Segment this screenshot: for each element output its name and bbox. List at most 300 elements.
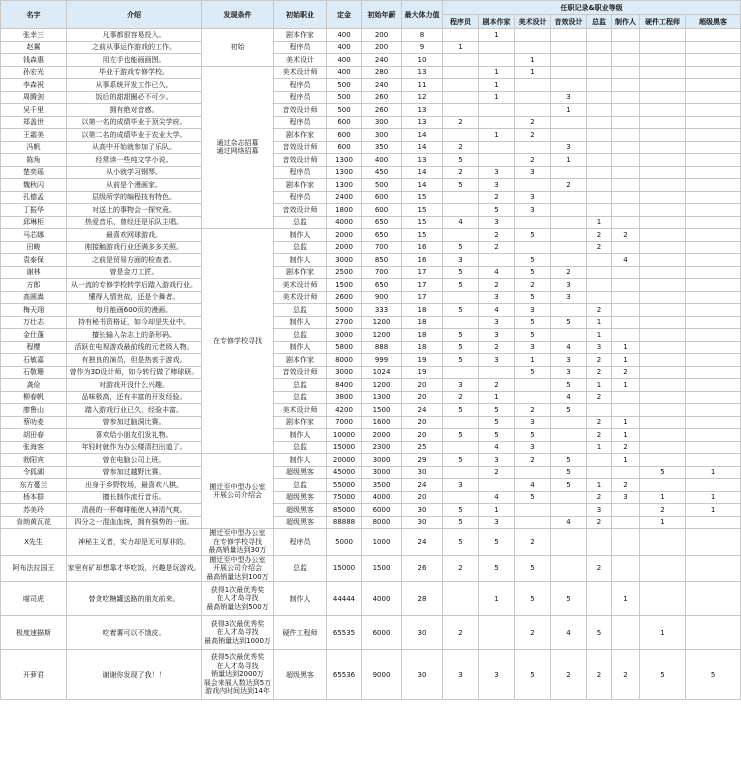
cell-level bbox=[551, 66, 587, 79]
cell-level bbox=[515, 91, 551, 104]
cell-name: 阿布法拉国王 bbox=[1, 555, 67, 582]
table-row bbox=[1, 29, 741, 42]
cell-salary: 1024 bbox=[362, 366, 402, 379]
cell-fee: 3000 bbox=[327, 366, 362, 379]
cell-fee: 2700 bbox=[327, 316, 362, 329]
cell-level: 1 bbox=[479, 29, 515, 42]
cell-level bbox=[612, 466, 640, 479]
cell-level: 3 bbox=[551, 366, 587, 379]
header-max-stamina: 最大体力值 bbox=[402, 1, 443, 29]
cell-level bbox=[587, 79, 612, 92]
cell-level: 1 bbox=[479, 91, 515, 104]
cell-level: 2 bbox=[443, 141, 479, 154]
table-row bbox=[1, 616, 741, 650]
cell-level bbox=[612, 329, 640, 342]
cell-level bbox=[640, 141, 686, 154]
cell-salary: 2000 bbox=[362, 429, 402, 442]
cell-level bbox=[587, 582, 612, 616]
header-initial-salary: 初始年薪 bbox=[362, 1, 402, 29]
cell-level: 1 bbox=[443, 41, 479, 54]
cell-level: 5 bbox=[443, 516, 479, 529]
cell-level: 3 bbox=[479, 650, 515, 700]
cell-level bbox=[443, 91, 479, 104]
cell-level: 1 bbox=[587, 479, 612, 492]
cell-level bbox=[515, 216, 551, 229]
cell-stamina: 11 bbox=[402, 79, 443, 92]
cell-level bbox=[686, 441, 741, 454]
cell-fee: 400 bbox=[327, 66, 362, 79]
cell-level bbox=[443, 366, 479, 379]
cell-level bbox=[686, 279, 741, 292]
cell-level bbox=[443, 104, 479, 117]
cell-level bbox=[612, 66, 640, 79]
cell-fee: 2600 bbox=[327, 291, 362, 304]
cell-level bbox=[479, 41, 515, 54]
cell-salary: 240 bbox=[362, 79, 402, 92]
cell-level: 5 bbox=[551, 479, 587, 492]
cell-level bbox=[479, 154, 515, 167]
cell-initial-job: 制作人 bbox=[274, 429, 327, 442]
cell-level bbox=[587, 29, 612, 42]
cell-level bbox=[686, 116, 741, 129]
cell-level bbox=[640, 79, 686, 92]
cell-level bbox=[587, 166, 612, 179]
table-row bbox=[1, 54, 741, 67]
cell-stamina: 18 bbox=[402, 341, 443, 354]
cell-intro: 之前从事运作游戏的工作。 bbox=[67, 41, 202, 54]
cell-level bbox=[686, 555, 741, 582]
cell-name: 梅天翊 bbox=[1, 304, 67, 317]
cell-level bbox=[640, 154, 686, 167]
cell-initial-job: 程序员 bbox=[274, 91, 327, 104]
cell-salary: 2300 bbox=[362, 441, 402, 454]
cell-name: 极度速描斯 bbox=[1, 616, 67, 650]
cell-level bbox=[686, 616, 741, 650]
cell-name: 柳春帆 bbox=[1, 391, 67, 404]
cell-level bbox=[640, 366, 686, 379]
cell-initial-job: 超级黑客 bbox=[274, 491, 327, 504]
cell-level: 2 bbox=[587, 229, 612, 242]
cell-level: 5 bbox=[515, 291, 551, 304]
cell-level: 2 bbox=[587, 241, 612, 254]
cell-name: 王霜美 bbox=[1, 129, 67, 142]
cell-salary: 888 bbox=[362, 341, 402, 354]
header-initial-job: 初始职业 bbox=[274, 1, 327, 29]
cell-level bbox=[686, 54, 741, 67]
cell-level: 2 bbox=[479, 229, 515, 242]
header-level-5: 制作人 bbox=[612, 15, 640, 29]
cell-intro: 从前是个漫画家。 bbox=[67, 179, 202, 192]
cell-stamina: 13 bbox=[402, 154, 443, 167]
cell-fee: 2000 bbox=[327, 229, 362, 242]
cell-name: 石敬珊 bbox=[1, 366, 67, 379]
cell-level bbox=[686, 191, 741, 204]
cell-level: 1 bbox=[479, 582, 515, 616]
cell-level: 5 bbox=[551, 454, 587, 467]
cell-level bbox=[612, 616, 640, 650]
table-row bbox=[1, 79, 741, 92]
cell-level bbox=[587, 179, 612, 192]
cell-level bbox=[640, 29, 686, 42]
cell-level bbox=[686, 166, 741, 179]
cell-level bbox=[612, 504, 640, 517]
header-name: 名字 bbox=[1, 1, 67, 29]
cell-level: 3 bbox=[443, 379, 479, 392]
cell-level bbox=[612, 279, 640, 292]
cell-fee: 85000 bbox=[327, 504, 362, 517]
table-row bbox=[1, 341, 741, 354]
cell-level bbox=[640, 279, 686, 292]
cell-name: 郑盖世 bbox=[1, 116, 67, 129]
cell-initial-job: 美术设计师 bbox=[274, 279, 327, 292]
cell-name: 令狐湖 bbox=[1, 466, 67, 479]
table-row bbox=[1, 454, 741, 467]
table-row bbox=[1, 216, 741, 229]
cell-intro: 吃着薯可以不饿皮。 bbox=[67, 616, 202, 650]
cell-intro: 每月能画600页的漫画。 bbox=[67, 304, 202, 317]
cell-level bbox=[640, 216, 686, 229]
cell-level bbox=[515, 41, 551, 54]
cell-initial-job: 制作人 bbox=[274, 229, 327, 242]
cell-name: 冯帆 bbox=[1, 141, 67, 154]
cell-fee: 65535 bbox=[327, 616, 362, 650]
cell-name: 楚奕瑶 bbox=[1, 166, 67, 179]
cell-name: 金仕蓬 bbox=[1, 329, 67, 342]
cell-initial-job: 超级黑客 bbox=[274, 516, 327, 529]
cell-stamina: 26 bbox=[402, 555, 443, 582]
cell-intro: 谢谢你发现了我！！ bbox=[67, 650, 202, 700]
cell-intro: 擅长制作流行音乐。 bbox=[67, 491, 202, 504]
cell-level: 2 bbox=[551, 650, 587, 700]
cell-intro: 对游戏开没什么兴趣。 bbox=[67, 379, 202, 392]
cell-fee: 7000 bbox=[327, 416, 362, 429]
cell-initial-job: 制作人 bbox=[274, 341, 327, 354]
cell-initial-job: 制作人 bbox=[274, 316, 327, 329]
cell-name: 李森祝 bbox=[1, 79, 67, 92]
cell-level bbox=[443, 466, 479, 479]
cell-intro: 神秘主义者，实力却是无可厚非的。 bbox=[67, 529, 202, 556]
cell-fee: 600 bbox=[327, 116, 362, 129]
cell-level bbox=[686, 179, 741, 192]
cell-level: 5 bbox=[515, 582, 551, 616]
cell-salary: 700 bbox=[362, 241, 402, 254]
cell-level bbox=[612, 216, 640, 229]
cell-level: 3 bbox=[515, 204, 551, 217]
cell-level bbox=[640, 291, 686, 304]
cell-level bbox=[587, 154, 612, 167]
cell-level: 1 bbox=[479, 504, 515, 517]
cell-level: 1 bbox=[587, 441, 612, 454]
cell-name: 廖鲁山 bbox=[1, 404, 67, 417]
cell-stamina: 29 bbox=[402, 454, 443, 467]
cell-salary: 240 bbox=[362, 54, 402, 67]
cell-level: 5 bbox=[479, 404, 515, 417]
cell-initial-job: 剧本作家 bbox=[274, 179, 327, 192]
header-fee: 定金 bbox=[327, 1, 362, 29]
cell-stamina: 17 bbox=[402, 279, 443, 292]
cell-level bbox=[587, 204, 612, 217]
cell-level bbox=[686, 354, 741, 367]
cell-level: 3 bbox=[551, 354, 587, 367]
cell-fee: 1800 bbox=[327, 204, 362, 217]
cell-stamina: 8 bbox=[402, 29, 443, 42]
cell-level: 5 bbox=[515, 316, 551, 329]
table-row bbox=[1, 66, 741, 79]
cell-salary: 600 bbox=[362, 204, 402, 217]
cell-name: 赵翼 bbox=[1, 41, 67, 54]
cell-level bbox=[686, 29, 741, 42]
cell-level: 1 bbox=[515, 66, 551, 79]
cell-intro: 懂得人情世故，还是个舞者。 bbox=[67, 291, 202, 304]
cell-initial-job: 总监 bbox=[274, 479, 327, 492]
table-row bbox=[1, 141, 741, 154]
cell-level bbox=[686, 254, 741, 267]
cell-level bbox=[640, 266, 686, 279]
cell-initial-job: 硬件工程师 bbox=[274, 616, 327, 650]
cell-level bbox=[515, 516, 551, 529]
cell-name: 勃阳宾 bbox=[1, 454, 67, 467]
cell-level bbox=[686, 429, 741, 442]
cell-level bbox=[551, 216, 587, 229]
cell-level: 3 bbox=[479, 291, 515, 304]
cell-level bbox=[443, 79, 479, 92]
cell-level: 3 bbox=[479, 166, 515, 179]
cell-level: 1 bbox=[551, 104, 587, 117]
cell-initial-job: 总监 bbox=[274, 329, 327, 342]
cell-level bbox=[587, 104, 612, 117]
table-row bbox=[1, 479, 741, 492]
cell-intro: 曾作为3D设计师，如今转行做了棒球研。 bbox=[67, 366, 202, 379]
table-row bbox=[1, 266, 741, 279]
cell-intro: 出身于乡野牧场，最喜欢八棋。 bbox=[67, 479, 202, 492]
cell-stamina: 30 bbox=[402, 516, 443, 529]
cell-level: 5 bbox=[479, 416, 515, 429]
cell-initial-job: 超级黑客 bbox=[274, 650, 327, 700]
cell-level: 3 bbox=[479, 316, 515, 329]
cell-level: 2 bbox=[587, 650, 612, 700]
cell-stamina: 24 bbox=[402, 479, 443, 492]
cell-level: 5 bbox=[551, 404, 587, 417]
cell-level bbox=[612, 141, 640, 154]
cell-fee: 10000 bbox=[327, 429, 362, 442]
cell-level bbox=[587, 66, 612, 79]
cell-level: 1 bbox=[612, 341, 640, 354]
cell-fee: 45000 bbox=[327, 466, 362, 479]
cell-level bbox=[443, 54, 479, 67]
cell-level bbox=[640, 529, 686, 556]
cell-level: 1 bbox=[587, 316, 612, 329]
cell-fee: 8000 bbox=[327, 354, 362, 367]
cell-level bbox=[515, 504, 551, 517]
cell-level: 2 bbox=[515, 404, 551, 417]
cell-level: 3 bbox=[587, 341, 612, 354]
cell-salary: 650 bbox=[362, 229, 402, 242]
cell-name: 孙宏光 bbox=[1, 66, 67, 79]
cell-level bbox=[515, 241, 551, 254]
cell-level bbox=[686, 329, 741, 342]
cell-initial-job: 剧本作家 bbox=[274, 266, 327, 279]
cell-stamina: 24 bbox=[402, 404, 443, 417]
cell-name: 东方蔓兰 bbox=[1, 479, 67, 492]
cell-initial-job: 剧本作家 bbox=[274, 129, 327, 142]
cell-level: 2 bbox=[587, 429, 612, 442]
cell-level: 5 bbox=[443, 429, 479, 442]
table-row bbox=[1, 516, 741, 529]
cell-salary: 1500 bbox=[362, 404, 402, 417]
cell-name: 张幸三 bbox=[1, 29, 67, 42]
cell-initial-job: 程序员 bbox=[274, 166, 327, 179]
cell-intro: 清晨的一杯咖啡能使人神清气爽。 bbox=[67, 504, 202, 517]
cell-level: 3 bbox=[479, 516, 515, 529]
cell-level bbox=[443, 491, 479, 504]
cell-level: 2 bbox=[587, 516, 612, 529]
cell-stamina: 17 bbox=[402, 266, 443, 279]
cell-stamina: 20 bbox=[402, 416, 443, 429]
cell-condition: 在专修学校寻找 bbox=[202, 229, 274, 454]
cell-level: 3 bbox=[515, 304, 551, 317]
cell-salary: 1200 bbox=[362, 379, 402, 392]
cell-level bbox=[686, 129, 741, 142]
cell-level bbox=[443, 582, 479, 616]
cell-level bbox=[551, 116, 587, 129]
cell-fee: 1300 bbox=[327, 166, 362, 179]
cell-level bbox=[612, 29, 640, 42]
cell-level bbox=[587, 141, 612, 154]
cell-intro: 替贪吃糖罐送路的朋友前来。 bbox=[67, 582, 202, 616]
cell-intro: 凡事都很容易投入。 bbox=[67, 29, 202, 42]
cell-fee: 3000 bbox=[327, 329, 362, 342]
cell-fee: 4000 bbox=[327, 216, 362, 229]
table-row bbox=[1, 555, 741, 582]
cell-salary: 999 bbox=[362, 354, 402, 367]
cell-level: 1 bbox=[686, 491, 741, 504]
cell-level bbox=[686, 266, 741, 279]
cell-level bbox=[551, 204, 587, 217]
cell-condition: 获得3次最优秀奖 在人才岛寻找 最高销量达到1000万 bbox=[202, 616, 274, 650]
cell-level bbox=[686, 154, 741, 167]
table-row bbox=[1, 391, 741, 404]
cell-level bbox=[551, 191, 587, 204]
cell-level: 1 bbox=[479, 391, 515, 404]
cell-initial-job: 美术设计师 bbox=[274, 291, 327, 304]
cell-level: 5 bbox=[551, 466, 587, 479]
table-row bbox=[1, 491, 741, 504]
cell-level bbox=[612, 404, 640, 417]
cell-level: 3 bbox=[515, 166, 551, 179]
cell-name: 方郎 bbox=[1, 279, 67, 292]
cell-initial-job: 程序员 bbox=[274, 191, 327, 204]
cell-level bbox=[479, 104, 515, 117]
cell-initial-job: 总监 bbox=[274, 555, 327, 582]
cell-initial-job: 美术设计师 bbox=[274, 66, 327, 79]
cell-level: 5 bbox=[443, 354, 479, 367]
table-row bbox=[1, 466, 741, 479]
cell-level: 2 bbox=[515, 154, 551, 167]
cell-name: 田畯 bbox=[1, 241, 67, 254]
cell-fee: 5800 bbox=[327, 341, 362, 354]
cell-level bbox=[551, 29, 587, 42]
cell-level bbox=[686, 79, 741, 92]
cell-level: 5 bbox=[515, 266, 551, 279]
table-row bbox=[1, 41, 741, 54]
cell-level bbox=[587, 129, 612, 142]
table-row bbox=[1, 166, 741, 179]
cell-intro: 毕业于游戏专修学校。 bbox=[67, 66, 202, 79]
cell-level: 4 bbox=[479, 441, 515, 454]
cell-name: 喵司虎 bbox=[1, 582, 67, 616]
cell-level: 2 bbox=[587, 491, 612, 504]
cell-level bbox=[587, 91, 612, 104]
cell-level bbox=[640, 129, 686, 142]
cell-level bbox=[686, 416, 741, 429]
cell-level: 1 bbox=[587, 329, 612, 342]
cell-level: 5 bbox=[443, 154, 479, 167]
cell-name: 胡田春 bbox=[1, 429, 67, 442]
cell-level bbox=[612, 116, 640, 129]
cell-initial-job: 程序员 bbox=[274, 116, 327, 129]
cell-level bbox=[640, 66, 686, 79]
cell-initial-job: 美术设计 bbox=[274, 54, 327, 67]
cell-level: 5 bbox=[515, 650, 551, 700]
cell-level bbox=[612, 104, 640, 117]
cell-initial-job: 程序员 bbox=[274, 41, 327, 54]
cell-intro: 以第二名的成绩毕业于农业大学。 bbox=[67, 129, 202, 142]
cell-salary: 300 bbox=[362, 116, 402, 129]
cell-salary: 6000 bbox=[362, 504, 402, 517]
cell-level: 1 bbox=[479, 129, 515, 142]
cell-fee: 500 bbox=[327, 91, 362, 104]
cell-salary: 280 bbox=[362, 66, 402, 79]
cell-level bbox=[612, 291, 640, 304]
cell-stamina: 20 bbox=[402, 379, 443, 392]
cell-fee: 600 bbox=[327, 141, 362, 154]
cell-stamina: 19 bbox=[402, 366, 443, 379]
cell-level: 4 bbox=[479, 266, 515, 279]
cell-level bbox=[587, 529, 612, 556]
cell-level: 2 bbox=[515, 116, 551, 129]
cell-level bbox=[587, 116, 612, 129]
cell-level bbox=[640, 341, 686, 354]
table-row bbox=[1, 429, 741, 442]
cell-level bbox=[551, 79, 587, 92]
cell-intro: 刚接触游戏行业还满多多关照。 bbox=[67, 241, 202, 254]
table-row bbox=[1, 91, 741, 104]
table-row bbox=[1, 304, 741, 317]
table-row bbox=[1, 116, 741, 129]
cell-initial-job: 总监 bbox=[274, 379, 327, 392]
cell-salary: 3000 bbox=[362, 454, 402, 467]
cell-intro: 以第一名的成绩毕业于顶尖学府。 bbox=[67, 116, 202, 129]
table-row bbox=[1, 241, 741, 254]
table-row bbox=[1, 204, 741, 217]
cell-stamina: 30 bbox=[402, 650, 443, 700]
cell-salary: 9000 bbox=[362, 650, 402, 700]
cell-stamina: 19 bbox=[402, 354, 443, 367]
cell-fee: 20000 bbox=[327, 454, 362, 467]
cell-level bbox=[443, 204, 479, 217]
cell-level: 2 bbox=[515, 279, 551, 292]
cell-level: 5 bbox=[515, 491, 551, 504]
cell-level: 5 bbox=[443, 341, 479, 354]
cell-level: 5 bbox=[640, 650, 686, 700]
cell-level: 2 bbox=[443, 555, 479, 582]
cell-name: 张海客 bbox=[1, 441, 67, 454]
cell-level bbox=[443, 191, 479, 204]
cell-level bbox=[612, 91, 640, 104]
cell-level bbox=[443, 29, 479, 42]
cell-fee: 15000 bbox=[327, 441, 362, 454]
table-row bbox=[1, 529, 741, 556]
